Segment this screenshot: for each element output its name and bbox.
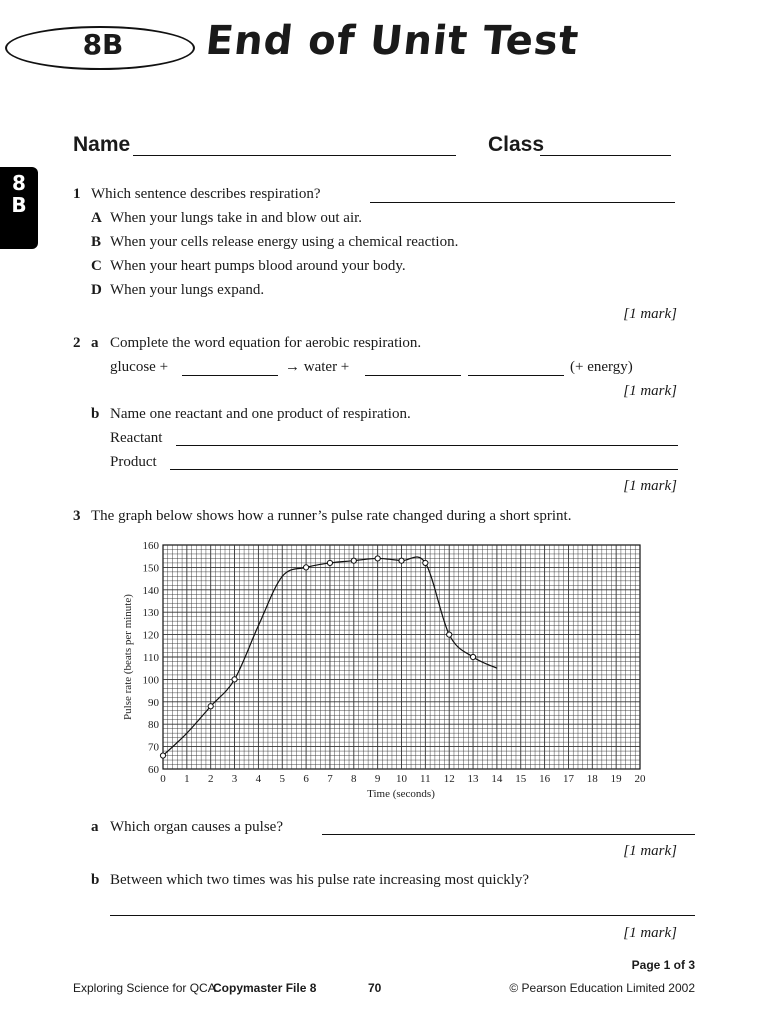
y-axis-label: Pulse rate (beats per minute) (122, 594, 134, 720)
x-tick-label: 3 (231, 773, 238, 785)
y-tick-label: 110 (142, 652, 159, 664)
x-tick-label: 18 (586, 773, 598, 785)
q3a-answer-field[interactable] (322, 834, 695, 835)
name-label: Name (73, 133, 131, 156)
data-point (232, 677, 237, 682)
side-tab-letter: B (11, 193, 27, 217)
y-tick-label: 120 (142, 629, 159, 642)
x-tick-label: 5 (279, 773, 285, 785)
footer-file: Copymaster File 8 (213, 981, 317, 995)
x-tick-label: 1 (184, 773, 190, 785)
x-tick-label: 7 (327, 773, 333, 785)
q3b-mark: [1 mark] (623, 925, 677, 941)
x-tick-label: 10 (396, 773, 407, 785)
q3a-mark: [1 mark] (623, 843, 677, 859)
x-tick-label: 17 (562, 773, 574, 785)
x-tick-label: 14 (491, 773, 503, 785)
q2b-question: Name one reactant and one product of respiration. (110, 406, 411, 422)
side-tab (0, 167, 38, 249)
x-tick-label: 20 (634, 773, 646, 785)
x-tick-label: 16 (539, 773, 551, 785)
q1-option-text: When your cells release energy using a chemical reaction. (110, 234, 459, 250)
x-tick-label: 8 (351, 773, 357, 785)
pulse-rate-line (163, 557, 497, 756)
q2b-mark: [1 mark] (623, 478, 677, 494)
q3b-question: Between which two times was his pulse rate increasing most quickly? (110, 872, 530, 888)
equation-energy: (+ energy) (570, 359, 633, 375)
data-point (423, 560, 428, 565)
name-field[interactable] (133, 155, 456, 156)
q3-intro: The graph below shows how a runner’s pulse rate changed during a short sprint. (91, 508, 572, 524)
y-tick-label: 70 (148, 741, 159, 754)
q2a-letter: a (91, 335, 99, 351)
x-tick-label: 15 (515, 773, 527, 785)
y-tick-label: 80 (148, 719, 159, 732)
x-tick-label: 6 (303, 773, 309, 785)
product-field[interactable] (170, 469, 678, 470)
y-tick-label: 100 (142, 674, 159, 687)
equation-water: → water + (285, 359, 350, 375)
unit-code: 8B (82, 28, 124, 61)
q2b-letter: b (91, 406, 100, 422)
q3a-question: Which organ causes a pulse? (110, 819, 283, 835)
chart-grid (163, 545, 640, 769)
q1-option-letter: D (91, 282, 102, 298)
q1-question: Which sentence describes respiration? (91, 186, 321, 202)
footer-copyright: © Pearson Education Limited 2002 (509, 981, 695, 995)
product-label: Product (110, 454, 157, 470)
chart-ticks (143, 540, 647, 785)
q2a-mark: [1 mark] (623, 383, 677, 399)
y-tick-label: 130 (142, 607, 159, 620)
footer-page-number: 70 (368, 981, 382, 995)
x-tick-label: 11 (420, 773, 431, 785)
data-point (304, 565, 309, 570)
q3a-letter: a (91, 819, 99, 835)
y-tick-label: 60 (148, 764, 159, 776)
x-tick-label: 0 (160, 773, 166, 785)
y-tick-label: 160 (142, 540, 159, 552)
page-title: End of Unit Test (203, 18, 582, 64)
x-axis-label: Time (seconds) (367, 788, 435, 800)
data-point (399, 558, 404, 563)
x-tick-label: 9 (374, 773, 381, 785)
x-tick-label: 19 (610, 773, 622, 785)
equation-blank-2[interactable] (365, 375, 461, 376)
chart-series (160, 556, 497, 758)
q2a-question: Complete the word equation for aerobic respiration. (110, 335, 422, 351)
data-point (208, 704, 213, 709)
q1-mark: [1 mark] (623, 306, 677, 322)
q1-option-letter: A (91, 210, 102, 226)
reactant-field[interactable] (176, 445, 678, 446)
footer-series: Exploring Science for QCA (73, 981, 216, 995)
equation-blank-1[interactable] (182, 375, 278, 376)
data-point (470, 654, 475, 659)
side-tab-number: 8 (12, 171, 26, 195)
x-tick-label: 4 (255, 773, 262, 785)
y-tick-label: 90 (148, 696, 159, 709)
y-tick-label: 140 (142, 584, 159, 597)
x-tick-label: 2 (207, 773, 214, 785)
q1-option-text: When your lungs take in and blow out air. (110, 210, 363, 226)
data-point (327, 560, 332, 565)
data-point (447, 632, 452, 637)
x-tick-label: 13 (467, 773, 479, 785)
data-point (375, 556, 380, 561)
q3b-answer-field[interactable] (110, 915, 695, 916)
q1-option-text: When your lungs expand. (110, 282, 265, 298)
q1-option-letter: B (91, 234, 102, 250)
reactant-label: Reactant (110, 430, 163, 446)
data-point (351, 558, 356, 563)
equation-blank-3[interactable] (468, 375, 564, 376)
q1-number: 1 (73, 186, 81, 202)
q1-option-letter: C (91, 258, 102, 274)
y-tick-label: 150 (142, 562, 159, 575)
plot-area (163, 545, 640, 769)
class-field[interactable] (540, 155, 671, 156)
q3b-letter: b (91, 872, 100, 888)
equation-glucose: glucose + (110, 359, 169, 375)
class-label: Class (488, 133, 545, 156)
x-tick-label: 12 (443, 773, 455, 785)
data-point (160, 753, 165, 758)
q1-option-text: When your heart pumps blood around your body. (110, 258, 406, 274)
page-indicator: Page 1 of 3 (631, 958, 695, 972)
q3-number: 3 (73, 508, 81, 524)
q1-answer-field[interactable] (370, 202, 675, 203)
q2-number: 2 (73, 335, 81, 351)
